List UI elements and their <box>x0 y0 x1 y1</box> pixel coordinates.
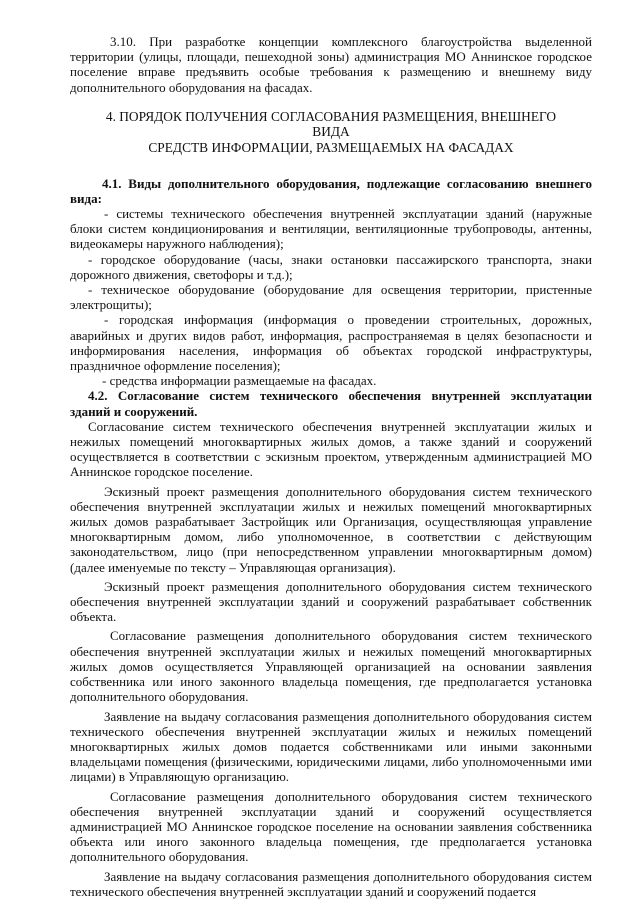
section-4-1-heading-text: 4.1. Виды дополнительного оборудования, подлежащие согласованию внешнего вида: <box>70 175 592 206</box>
section-4-2-heading <box>70 388 592 418</box>
paragraph-3-10: 3.10. При разработке концепции комплексного благоустройства выделенной территории (улицы, площади, пешеходной зоны) администрация МО Аннинское городское поселение вправе предъявить особые требования к размещению и внешнему виду дополнительного оборудования на фасадах. <box>70 34 592 95</box>
section-4-title-line-1: 4. ПОРЯДОК ПОЛУЧЕНИЯ СОГЛАСОВАНИЯ РАЗМЕЩЕНИЯ, ВНЕШНЕГО ВИДА <box>105 108 557 140</box>
section-4-heading <box>70 109 592 156</box>
list-item-4: - городская информация (информация о проведении строительных, дорожных, аварийных и других видов работ, информация, распространяемая в целях безопасности и информирования населения, информация об объектах городской инфраструктуры, праздничное оформление поселения); <box>70 312 592 374</box>
list-item-1: - системы технического обеспечения внутренней эксплуатации зданий (наружные блоки систем кондиционирования и вентиляции, вентиляционные трубопроводы, антенны, видеокамеры наружного наблюдения); <box>70 206 592 252</box>
list-item-5: - средства информации размещаемые на фасадах. <box>102 373 377 389</box>
paragraph-4-2-4: Согласование размещения дополнительного оборудования систем технического обеспечения внутренней эксплуатации жилых и нежилых помещений многоквартирных жилых домов осуществляется Управляющей организацией на основании заявления собственника или иного законного владельца помещения, где предполагается установка дополнительного оборудования. <box>70 628 592 705</box>
paragraph-4-2-7: Заявление на выдачу согласования размещения дополнительного оборудования систем технического обеспечения внутренней эксплуатации зданий и сооружений подается <box>70 868 592 899</box>
section-4-2-heading-text: 4.2. Согласование систем технического обеспечения внутренней эксплуатации зданий и сооружений. <box>70 388 592 419</box>
paragraph-4-2-1: Согласование систем технического обеспечения внутренней эксплуатации жилых и нежилых помещений многоквартирных жилых домов, а также зданий и сооружений осуществляется в соответствии с эскизным проектом, утвержденным администрацией МО Аннинское городское поселение. <box>70 418 592 480</box>
paragraph-4-2-3: Эскизный проект размещения дополнительного оборудования систем технического обеспечения внутренней эксплуатации зданий и сооружений разрабатывает собственник объекта. <box>70 578 592 625</box>
section-4-1-heading <box>70 176 592 206</box>
document-page <box>70 34 592 899</box>
list-item-3: - техническое оборудование (оборудование для освещения территории, пристенные электрощиты); <box>70 282 592 313</box>
paragraph-4-2-2: Эскизный проект размещения дополнительного оборудования систем технического обеспечения внутренней эксплуатации жилых и нежилых помещений многоквартирных жилых домов разрабатывает Застройщик или Организация, осуществляющая управление многоквартирным домом, либо уполномоченное, в соответствии с действующим законодательством, лицо (при непосредственном управлении многоквартирным домом) (далее именуемые по тексту – Управляющая организация). <box>70 483 592 575</box>
list-item-2: - городское оборудование (часы, знаки остановки пассажирского транспорта, знаки дорожного движения, светофоры и т.д.); <box>70 251 592 282</box>
section-4-title-line-2: СРЕДСТВ ИНФОРМАЦИИ, РАЗМЕЩАЕМЫХ НА ФАСАДАХ <box>148 140 514 155</box>
paragraph-4-2-6: Согласование размещения дополнительного оборудования систем технического обеспечения внутренней эксплуатации зданий и сооружений осуществляется администрацией МО Аннинское городское поселение на основании заявления собственника объекта или иного законного владельца помещения, где предполагается установка дополнительного оборудования. <box>70 788 592 865</box>
paragraph-4-2-5: Заявление на выдачу согласования размещения дополнительного оборудования систем технического обеспечения внутренней эксплуатации жилых и нежилых помещений многоквартирных жилых домов подается собственниками или иными законными владельцами помещения (физическими, юридическими лицами, либо уполномоченными ими лицами) в Управляющую организацию. <box>70 708 592 785</box>
